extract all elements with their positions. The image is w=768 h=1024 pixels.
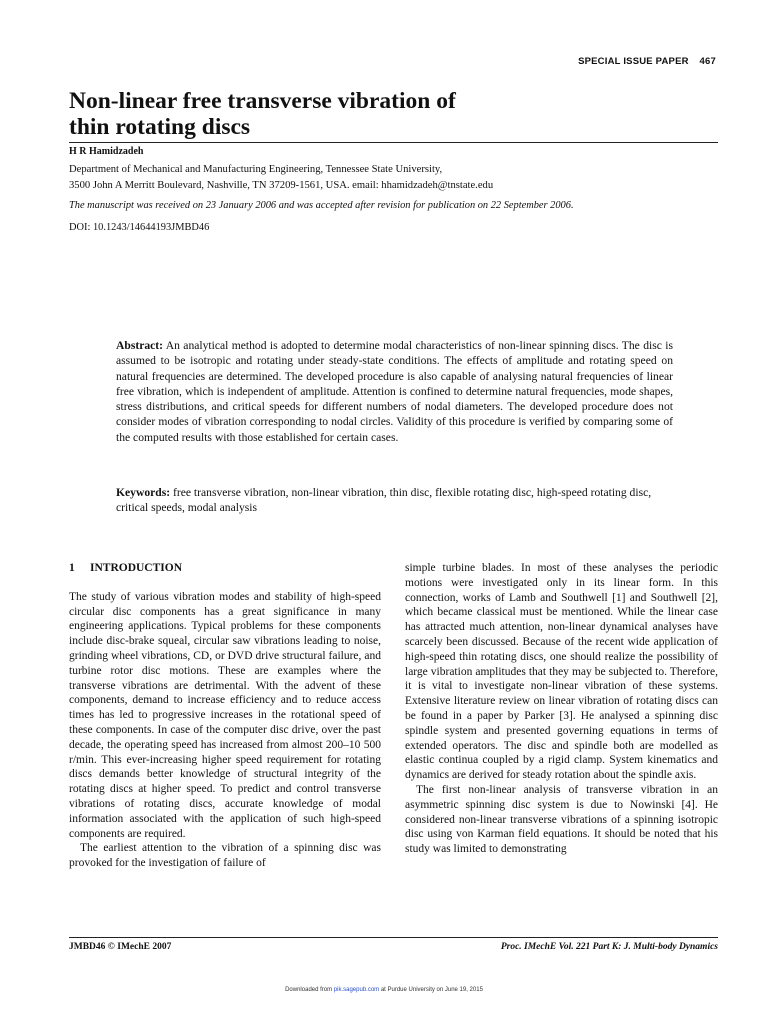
left-column bbox=[69, 561, 381, 871]
footer-divider bbox=[69, 937, 718, 938]
affiliation bbox=[69, 162, 493, 193]
section-heading bbox=[69, 561, 381, 576]
abstract bbox=[116, 338, 673, 445]
keywords-text: free transverse vibration, non-linear vibration, thin disc, flexible rotating disc, high-speed rotating disc, critical speeds, modal analysis bbox=[116, 486, 652, 515]
page-number: 467 bbox=[699, 56, 716, 67]
intro-paragraph-4: The first non-linear analysis of transverse vibration in an asymmetric spinning disc system is due to Nowinski [4]. He considered non-linear transverse vibrations of a spinning isotropic disc using von Karman field equations. It should be noted that his study was limited to demonstrating bbox=[405, 783, 718, 856]
running-header-label: SPECIAL ISSUE PAPER bbox=[578, 56, 689, 67]
affiliation-line-1: Department of Mechanical and Manufacturing Engineering, Tennessee State University, bbox=[69, 164, 443, 175]
title-line-1: Non-linear free transverse vibration of bbox=[69, 88, 456, 114]
intro-paragraph-1: The study of various vibration modes and stability of high-speed circular disc components has a great significance in many engineering applications. Typical problems for these components include disc-brake squeal, circular saw vibrations leading to noise, grinding wheel vibrations, CD, or DVD drive structural failure, and turbine rotor disc motions. These are examples where the transverse vibrations are detrimental. With the advent of these components, demand to increase efficiency and to reduce access times has led to progressive increases in the rotational speed of these components. In case of the computer disc drive, over the past decade, the operating speed has increased from almost 200–10 500 r/min. This ever-increasing higher speed requirement for rotating discs demands better knowledge of structural integrity of the rotating discs at higher speed. To predict and control transverse vibrations of rotating discs, accurate knowledge of modal information associated with the application of such high-speed components are required. bbox=[69, 590, 381, 840]
abstract-label: Abstract: bbox=[116, 339, 164, 352]
manuscript-dates: The manuscript was received on 23 January 2006 and was accepted after revision for publication on 22 September 2006. bbox=[69, 200, 574, 211]
doi: DOI: 10.1243/14644193JMBD46 bbox=[69, 222, 210, 233]
intro-paragraph-3: simple turbine blades. In most of these analyses the periodic motions were investigated only in its linear form. In this connection, works of Lamb and Southwell [1] and Southwell [2], which became classical must be mentioned. While the linear case has attracted much attention, non-linear dynamical analyses have scarcely been discussed. Because of the recent wide application of high-speed thin rotating discs, one should realize the possibility of large vibration amplitudes that they may be subjected to. Therefore, it is vital to investigate non-linear vibration of these systems. Extensive literature review on linear vibration of rotating discs can be found in a paper by Parker [3]. He analysed a spinning disc spindle system and presented governing equations in terms of extended operators. The disc and spindle both are modelled as elastic continua coupled by a rigid clamp. System kinematics and dynamics are derived for steady rotation about the spindle axis. bbox=[405, 562, 718, 782]
running-header bbox=[578, 56, 716, 67]
keywords bbox=[116, 485, 673, 516]
abstract-text: An analytical method is adopted to determine modal characteristics of non-linear spinning discs. The disc is assumed to be isotropic and rotating under steady-state conditions. The effects of amplitude and rotating speed on natural frequencies are determined. The developed procedure is also capable of analysing natural frequencies of linear free vibration, which is independent of amplitude. Attention is confined to determine natural frequencies, mode shapes, stress distributions, and critical speeds for different numbers of nodal diameters. The developed procedure does not consider modes of vibration corresponding to nodal circles. Validity of this procedure is verified by comparing some of the computed results with those established for certain cases. bbox=[116, 339, 673, 444]
paper-title bbox=[69, 88, 629, 140]
footer-journal-title: Proc. IMechE Vol. 221 Part K: J. Multi-body Dynamics bbox=[500, 942, 718, 952]
title-line-2: thin rotating discs bbox=[69, 114, 251, 140]
author: H R Hamidzadeh bbox=[69, 146, 144, 157]
download-prefix: Downloaded from bbox=[285, 987, 334, 993]
download-link[interactable]: pik.sagepub.com bbox=[333, 987, 380, 993]
right-column bbox=[405, 561, 718, 857]
download-suffix: at Purdue University on June 19, 2015 bbox=[379, 987, 483, 993]
download-note bbox=[0, 987, 768, 993]
title-divider bbox=[69, 142, 718, 143]
intro-paragraph-2: The earliest attention to the vibration of a spinning disc was provoked for the investigation of failure of bbox=[69, 842, 381, 870]
section-number: 1 bbox=[69, 562, 75, 574]
footer-journal-code: JMBD46 © IMechE 2007 bbox=[69, 942, 172, 952]
section-title: INTRODUCTION bbox=[90, 562, 183, 574]
keywords-label: Keywords: bbox=[116, 486, 171, 499]
affiliation-line-2: 3500 John A Merritt Boulevard, Nashville, TN 37209-1561, USA. email: hhamidzadeh@tnstate.edu bbox=[69, 179, 494, 191]
